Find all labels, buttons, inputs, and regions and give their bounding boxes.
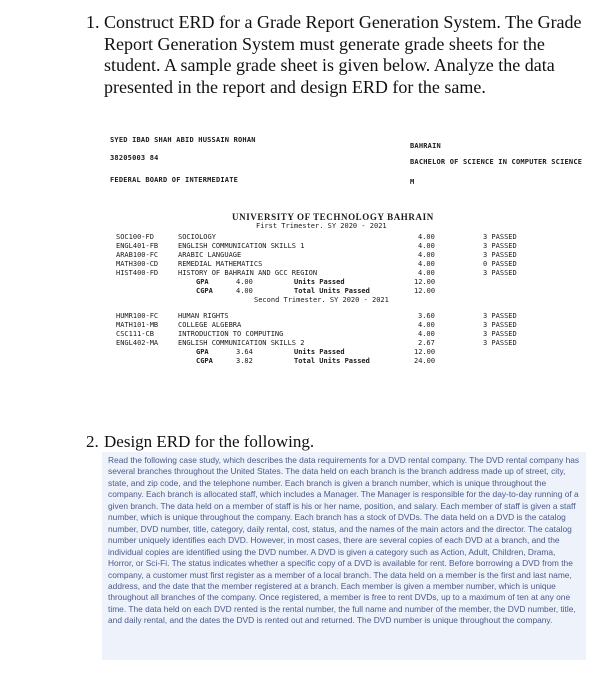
course-units: 3.60 [418, 312, 435, 320]
course-code: HUMR100-FC [116, 312, 159, 320]
gpa-label: GPA [196, 348, 209, 356]
course-units: 4.00 [418, 269, 435, 277]
semester-2-gpa-row [110, 348, 580, 357]
course-code: CSC111-CB [116, 330, 154, 338]
course-status: 0 PASSED [483, 260, 517, 268]
table-row [110, 269, 580, 278]
cgpa-value: 3.82 [236, 357, 253, 365]
course-title: ENGLISH COMMUNICATION SKILLS 2 [178, 339, 305, 347]
course-title: ENGLISH COMMUNICATION SKILLS 1 [178, 242, 305, 250]
semester-2-cgpa-row [110, 357, 580, 366]
units-passed-label: Units Passed [294, 348, 345, 356]
semester-1-gpa-row [110, 278, 580, 287]
units-passed-label: Units Passed [294, 278, 345, 286]
table-row [110, 339, 580, 348]
grade-sheet [110, 136, 583, 446]
course-status: 3 PASSED [483, 330, 517, 338]
question-1-heading [86, 12, 586, 98]
course-status: 3 PASSED [483, 233, 517, 241]
table-row [110, 233, 580, 242]
gpa-label: GPA [196, 278, 209, 286]
university-title: UNIVERSITY OF TECHNOLOGY BAHRAIN [232, 212, 434, 222]
course-units: 4.00 [418, 260, 435, 268]
course-code: ARAB100-FC [116, 251, 159, 259]
question-2-number: 2. [86, 432, 99, 451]
course-status: 3 PASSED [483, 242, 517, 250]
course-code: MATH101-MB [116, 321, 159, 329]
question-2 [86, 432, 586, 452]
question-1 [86, 12, 586, 98]
question-2-text: Design ERD for the following. [104, 432, 315, 451]
table-row [110, 260, 580, 269]
course-units: 2.67 [418, 339, 435, 347]
course-status: 3 PASSED [483, 312, 517, 320]
case-study-text: Read the following case study, which describes the data requirements for a DVD rental company. The DVD rental company has several branches throughout the United States. The data held on each branch is the branch address made up of street, city, state, and zip code, and the telephone number. Each branch is given a branch number, which is unique throughout the company. Each branch is allocated staff, which includes a Manager. The Manager is responsible for the day-to-day running of a given branch. The data held on a member of staff is his or her name, position, and salary. Each member of staff is given a staff number, which is unique throughout the company. Each branch has a stock of DVDs. The data held on a DVD is the catalog number, DVD number, title, category, daily rental, cost, status, and the names of the main actors and the director. The catalog number uniquely identifies each DVD. However, in most cases, there are several copies of each DVD at a branch, and the individual copies are identified using the DVD number. A DVD is given a category such as Action, Adult, Children, Drama, Horror, or Sci-Fi. The status indicates whether a specific copy of a DVD is available for rent. Before borrowing a DVD from the company, a customer must first register as a member of a local branch. The data held on a member is the first and last name, address, and the date that the member registered at a branch. Each member is given a member number, which is unique throughout all branches of the company. Once registered, a member is free to rent DVDs, up to a maximum of ten at any one time. The data held on each DVD rented is the rental number, the full name and number of the member, the DVD number, title, and daily rental, and the dates the DVD is rented out and returned. The DVD number is unique throughout the company. [102, 452, 586, 660]
course-status: 3 PASSED [483, 269, 517, 277]
course-units: 4.00 [418, 330, 435, 338]
units-passed-value: 12.00 [414, 348, 436, 356]
cgpa-label: CGPA [196, 357, 213, 365]
question-1-number: 1. [86, 12, 100, 32]
gender: M [410, 178, 415, 186]
course-title: SOCIOLOGY [178, 233, 216, 241]
table-row [110, 242, 580, 251]
course-status: 3 PASSED [483, 321, 517, 329]
course-title: COLLEGE ALGEBRA [178, 321, 242, 329]
semester-1-title: First Trimester. SY 2020 - 2021 [256, 222, 387, 230]
table-row [110, 251, 580, 260]
total-units-label: Total Units Passed [294, 357, 370, 365]
cgpa-value: 4.00 [236, 287, 253, 295]
student-id: 38205003 84 [110, 154, 159, 162]
course-status: 3 PASSED [483, 251, 517, 259]
degree-name: BACHELOR OF SCIENCE IN COMPUTER SCIENCE [410, 158, 583, 166]
course-title: HISTORY OF BAHRAIN AND GCC REGION [178, 269, 318, 277]
course-code: SOC100-FD [116, 233, 154, 241]
course-units: 4.00 [418, 233, 435, 241]
question-1-text: Construct ERD for a Grade Report Generation System. The Grade Report Generation System must generate grade sheets for the student. A sample grade sheet is given below. Analyze the data presented in the report and design ERD for the same. [104, 12, 582, 97]
course-title: INTRODUCTION TO COMPUTING [178, 330, 284, 338]
semester-2-title: Second Trimester. SY 2020 - 2021 [254, 296, 389, 304]
course-title: HUMAN RIGHTS [178, 312, 229, 320]
student-name: SYED IBAD SHAH ABID HUSSAIN ROHAN [110, 136, 256, 144]
gpa-value: 3.64 [236, 348, 253, 356]
course-code: ENGL402-MA [116, 339, 159, 347]
course-units: 4.00 [418, 242, 435, 250]
semester-1-cgpa-row [110, 287, 580, 296]
course-title: ARABIC LANGUAGE [178, 251, 242, 259]
total-units-value: 24.00 [414, 357, 436, 365]
question-2-heading [86, 432, 586, 452]
table-row [110, 330, 580, 339]
cgpa-label: CGPA [196, 287, 213, 295]
course-code: ENGL401-FB [116, 242, 159, 250]
total-units-label: Total Units Passed [294, 287, 370, 295]
course-title: REMEDIAL MATHEMATICS [178, 260, 263, 268]
course-code: MATH300-CD [116, 260, 159, 268]
table-row [110, 312, 580, 321]
table-row [110, 321, 580, 330]
course-code: HIST400-FD [116, 269, 159, 277]
course-units: 4.00 [418, 251, 435, 259]
course-units: 4.00 [418, 321, 435, 329]
campus-name: BAHRAIN [410, 142, 441, 150]
units-passed-value: 12.00 [414, 278, 436, 286]
board-name: FEDERAL BOARD OF INTERMEDIATE [110, 176, 239, 184]
gpa-value: 4.00 [236, 278, 253, 286]
total-units-value: 12.00 [414, 287, 436, 295]
course-status: 3 PASSED [483, 339, 517, 347]
